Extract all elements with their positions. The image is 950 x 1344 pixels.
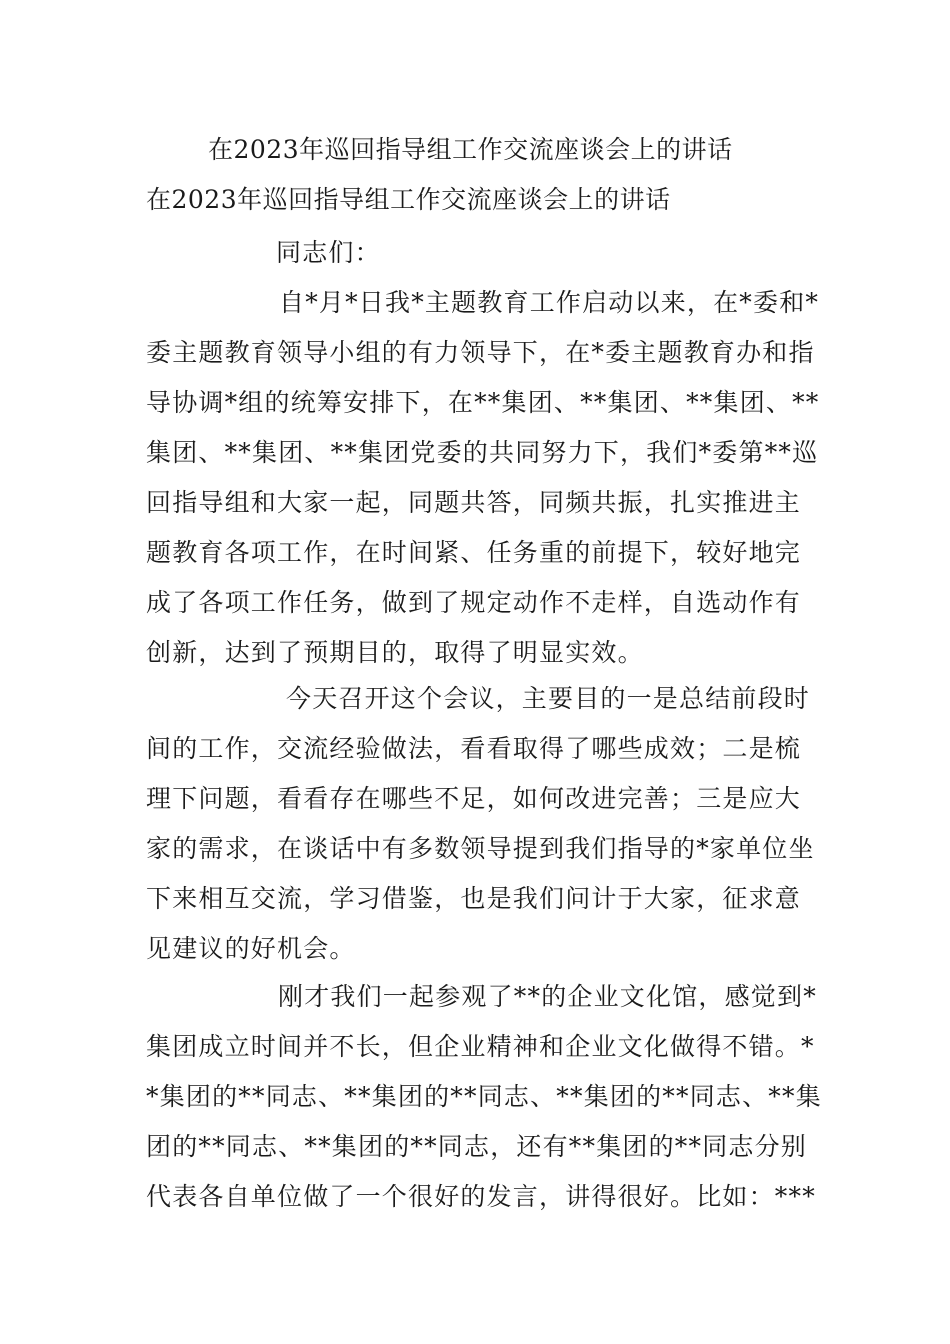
paragraph-line: 自*月*日我*主题教育工作启动以来，在*委和* bbox=[279, 288, 820, 317]
paragraph-line: 成了各项工作任务，做到了规定动作不走样，自选动作有 bbox=[146, 588, 802, 617]
paragraph-line: 集团、**集团、**集团党委的共同努力下，我们*委第**巡 bbox=[146, 438, 819, 467]
paragraph-line: 下来相互交流，学习借鉴，也是我们问计于大家，征求意 bbox=[146, 884, 802, 913]
paragraph-line: 团的**同志、**集团的**同志，还有**集团的**同志分别 bbox=[146, 1132, 808, 1161]
paragraph-line: 回指导组和大家一起，同题共答，同频共振，扎实推进主 bbox=[146, 488, 802, 517]
document-subtitle: 在2023年巡回指导组工作交流座谈会上的讲话 bbox=[146, 185, 671, 214]
paragraph-3 bbox=[146, 972, 822, 1222]
paragraph-1 bbox=[146, 278, 820, 678]
paragraph-line: 今天召开这个会议，主要目的一是总结前段时 bbox=[286, 684, 811, 713]
paragraph-line: 见建议的好机会。 bbox=[146, 934, 356, 963]
paragraph-line: 题教育各项工作，在时间紧、任务重的前提下，较好地完 bbox=[146, 538, 802, 567]
document-title: 在2023年巡回指导组工作交流座谈会上的讲话 bbox=[208, 135, 733, 164]
paragraph-line: 创新，达到了预期目的，取得了明显实效。 bbox=[146, 638, 644, 667]
paragraph-line: 导协调*组的统筹安排下，在**集团、**集团、**集团、** bbox=[146, 388, 820, 417]
paragraph-line: 家的需求，在谈话中有多数领导提到我们指导的*家单位坐 bbox=[146, 834, 815, 863]
paragraph-line: 委主题教育领导小组的有力领导下，在*委主题教育办和指 bbox=[146, 338, 815, 367]
paragraph-2 bbox=[146, 674, 815, 974]
paragraph-line: 刚才我们一起参观了**的企业文化馆，感觉到* bbox=[278, 982, 817, 1011]
paragraph-line: 集团成立时间并不长，但企业精神和企业文化做得不错。* bbox=[146, 1032, 815, 1061]
paragraph-line: 间的工作，交流经验做法，看看取得了哪些成效；二是梳 bbox=[146, 734, 802, 763]
greeting: 同志们： bbox=[276, 238, 381, 267]
paragraph-line: *集团的**同志、**集团的**同志、**集团的**同志、**集 bbox=[146, 1082, 822, 1111]
paragraph-line: 代表各自单位做了一个很好的发言，讲得很好。比如：*** bbox=[146, 1182, 816, 1211]
paragraph-line: 理下问题，看看存在哪些不足，如何改进完善；三是应大 bbox=[146, 784, 802, 813]
